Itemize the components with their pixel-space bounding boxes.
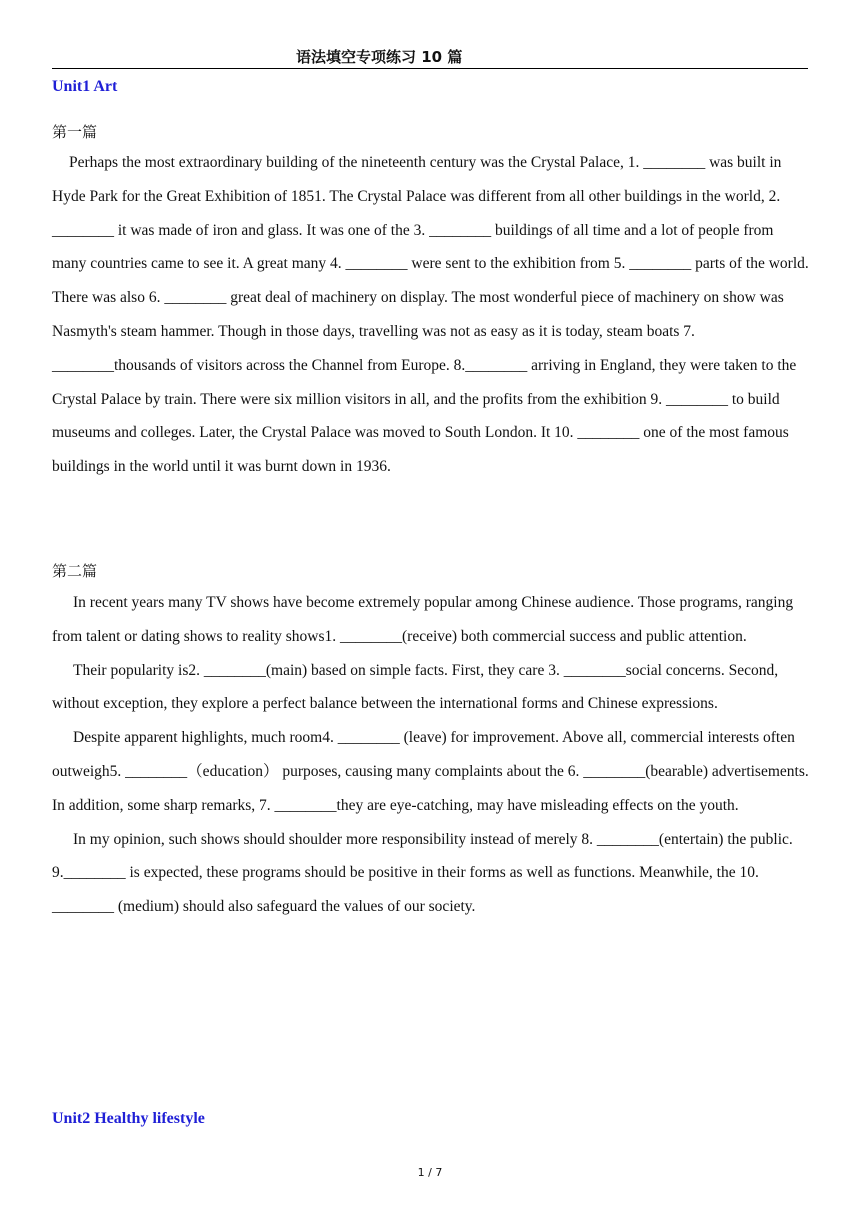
unit1-heading: Unit1 Art [52, 78, 118, 95]
passage1 [52, 146, 810, 484]
passage2-paragraph: In recent years many TV shows have become extremely popular among Chinese audience. Those programs, ranging from talent or dating shows to reality shows1. ________(receive) both commercial success and public attention. [52, 594, 794, 645]
page-header [52, 44, 808, 69]
passage1-heading: 第一篇 [52, 123, 98, 141]
document-title: 语法填空专项练习 10 篇 [296, 48, 463, 66]
passage2 [52, 586, 810, 924]
unit2-heading: Unit2 Healthy lifestyle [52, 1110, 205, 1127]
page-number: 1 / 7 [417, 1166, 443, 1179]
passage2-paragraph: Despite apparent highlights, much room4. ________ (leave) for improvement. Above all, commercial interests often outweigh5. ________（education） purposes, causing many complaints about the 6. ________(bearable) advertisements. In addition, some sharp remarks, 7. ________they are eye-catching, may have misleading effects on the youth. [52, 729, 809, 814]
passage1-text: Perhaps the most extraordinary building of the nineteenth century was the Crystal Palace, 1. ________ was built in Hyde Park for the Great Exhibition of 1851. The Crystal Palace was different from all other buildings in the world, 2. ________ it was made of iron and glass. It was one of the 3. ________ buildings of all time and a lot of people from many countries came to see it. A great many 4. ________ were sent to the exhibition from 5. ________ parts of the world. There was also 6. ________ great deal of machinery on display. The most wonderful piece of machinery on show was Nasmyth's steam hammer. Though in those days, travelling was not as easy as it is today, steam boats 7. ________thousands of visitors across the Channel from Europe. 8.________ arriving in England, they were taken to the Crystal Palace by train. There were six million visitors in all, and the profits from the exhibition 9. ________ to build museums and colleges. Later, the Crystal Palace was moved to South London. It 10. ________ one of the most famous buildings in the world until it was burnt down in 1936. [52, 154, 809, 476]
passage2-paragraph: In my opinion, such shows should shoulder more responsibility instead of merely 8. ________(entertain) the public. 9.________ is expected, these programs should be positive in their forms as well as functions. Meanwhile, the 10. ________ (medium) should also safeguard the values of our society. [52, 830, 793, 916]
passage2-heading: 第二篇 [52, 562, 98, 580]
passage2-paragraph: Their popularity is2. ________(main) based on simple facts. First, they care 3. ________social concerns. Second, without exception, they explore a perfect balance between the international forms and Chinese expressions. [52, 661, 779, 713]
